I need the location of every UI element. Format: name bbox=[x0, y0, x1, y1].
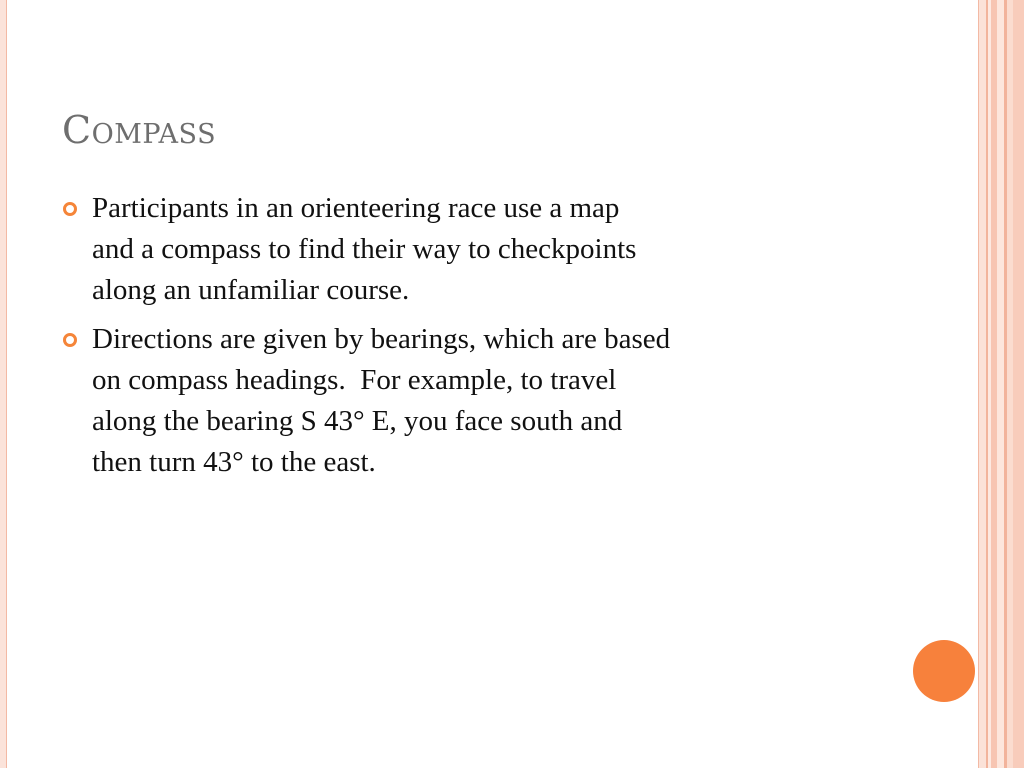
right-border-stripe bbox=[979, 0, 986, 768]
bullet-text-line: then turn 43° to the east. bbox=[92, 446, 376, 478]
bullet-text-line: on compass headings. For example, to travel bbox=[92, 364, 617, 396]
bullet-text-line: Participants in an orienteering race use a map bbox=[92, 192, 620, 224]
bullet-text-line: and a compass to find their way to checkpoints bbox=[92, 233, 637, 265]
hollow-circle-bullet-icon bbox=[63, 202, 77, 216]
bullet-item-orienteering bbox=[62, 188, 892, 311]
bullet-text-line: Directions are given by bearings, which are based bbox=[92, 323, 671, 355]
bullet-text-line: along the bearing S 43° E, you face south and bbox=[92, 405, 623, 437]
hollow-circle-bullet-icon bbox=[63, 333, 77, 347]
slide-title: Compass bbox=[62, 108, 217, 152]
right-border-stripe bbox=[1013, 0, 1024, 768]
left-border-line bbox=[6, 0, 7, 768]
bullet-list bbox=[62, 188, 892, 491]
bullet-item-bearings bbox=[62, 319, 892, 483]
bullet-text-line: along an unfamiliar course. bbox=[92, 274, 410, 306]
orange-circle-icon bbox=[913, 640, 975, 702]
right-border-stripe bbox=[997, 0, 1004, 768]
